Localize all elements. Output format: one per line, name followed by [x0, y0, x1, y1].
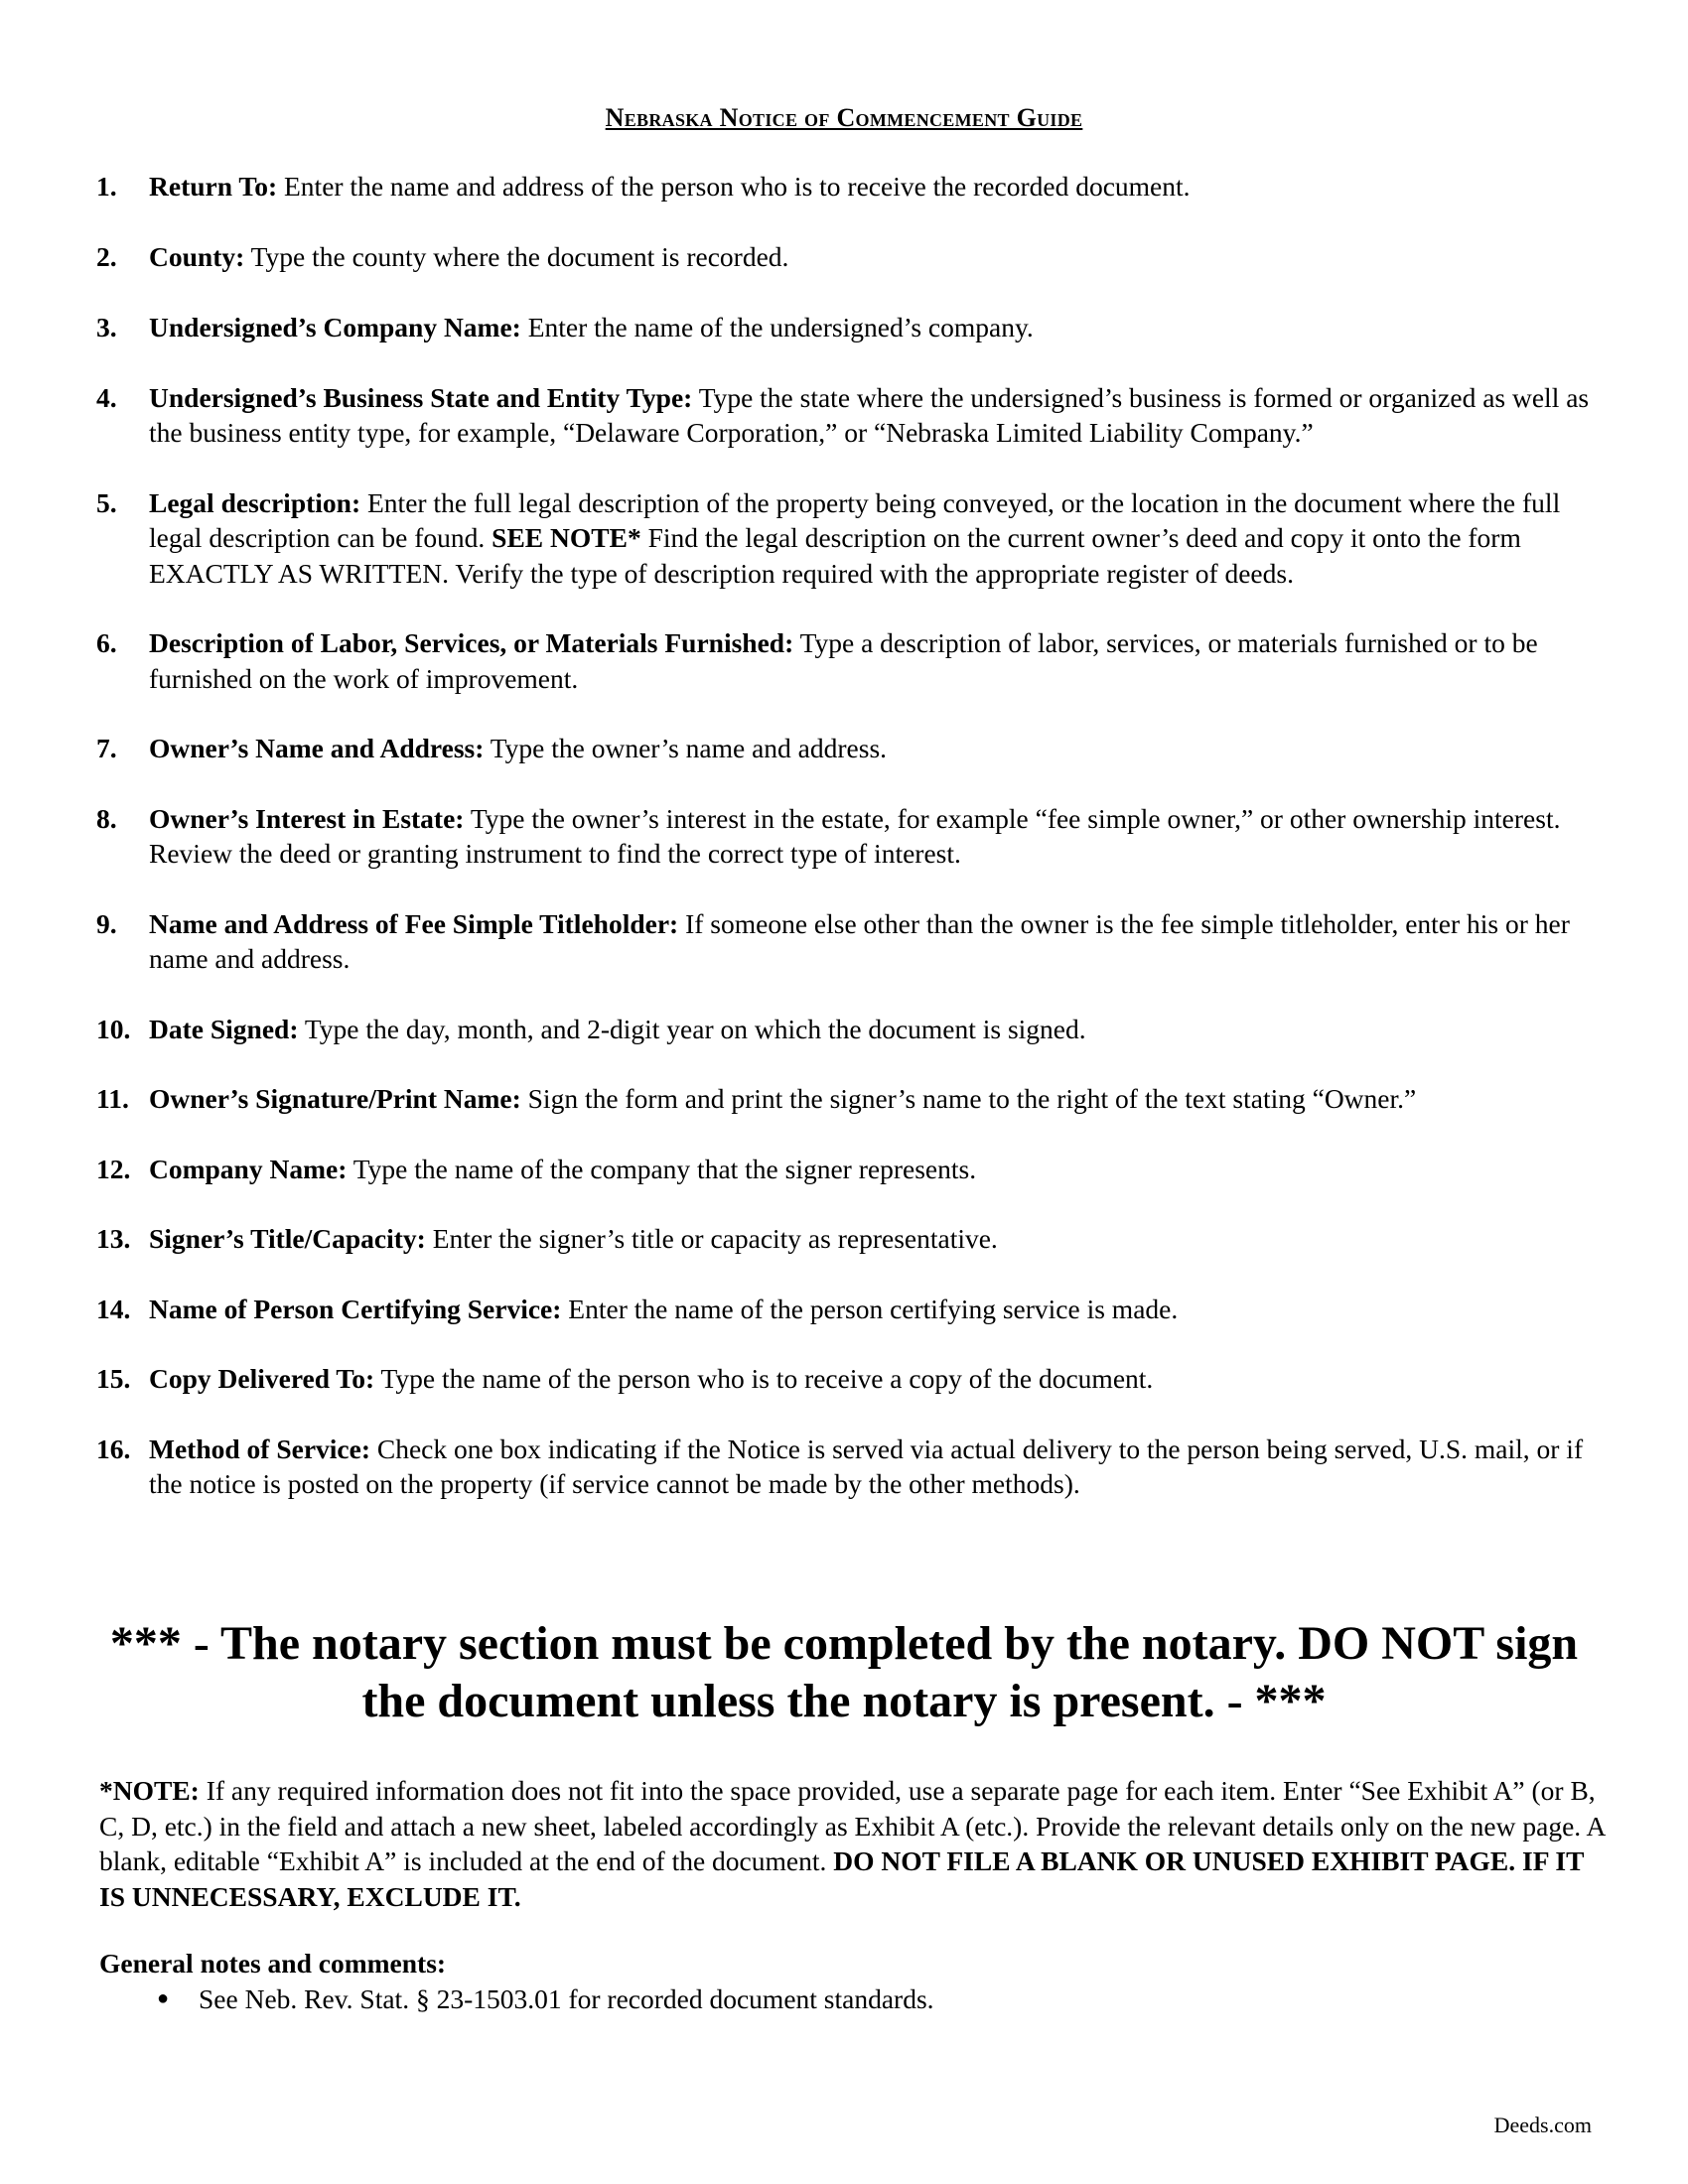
- item-number: 3.: [96, 312, 117, 342]
- item-text: Enter the name of the undersigned’s company.: [527, 312, 1034, 342]
- notary-warning: *** - The notary section must be completed by the notary. DO NOT sign the document unless the notary is present. - ***: [109, 1617, 1579, 1727]
- item-label: Method of Service:: [149, 1433, 370, 1464]
- item-text: Type the name of the person who is to receive a copy of the document.: [380, 1363, 1154, 1394]
- item-number: 13.: [96, 1223, 131, 1254]
- item-number: 5.: [96, 486, 117, 518]
- list-item: [96, 1432, 1606, 1502]
- item-text: Check one box indicating if the Notice is served via actual delivery to the person being served, U.S. mail, or if the notice is posted on the property (if service cannot be made by the other methods).: [149, 1433, 1584, 1499]
- list-item: [96, 1012, 1606, 1047]
- list-item: [96, 625, 1606, 696]
- item-number: 14.: [96, 1293, 131, 1324]
- item-label: Owner’s Name and Address:: [149, 733, 485, 763]
- list-item: [96, 169, 1606, 205]
- exhibit-note: [99, 1773, 1609, 1914]
- item-text: Type the day, month, and 2-digit year on which the document is signed.: [304, 1013, 1086, 1044]
- item-label: Company Name:: [149, 1153, 348, 1184]
- note-warning-text: DO NOT FILE A BLANK OR UNUSED EXHIBIT PAGE. IF IT IS UNNECESSARY, EXCLUDE IT.: [99, 1845, 1584, 1912]
- item-label: Owner’s Signature/Print Name:: [149, 1083, 521, 1114]
- item-number: 7.: [96, 733, 117, 763]
- list-item: [96, 1361, 1606, 1397]
- item-number: 1.: [96, 171, 117, 202]
- list-item: [96, 310, 1606, 345]
- instruction-list: [96, 169, 1606, 1502]
- general-notes-list: [99, 1981, 1589, 2016]
- item-label: Name of Person Certifying Service:: [149, 1293, 562, 1324]
- item-number: 16.: [96, 1433, 131, 1464]
- list-item: [96, 1152, 1606, 1187]
- list-item: [96, 1081, 1606, 1117]
- item-text: Sign the form and print the signer’s name to the right of the text stating “Owner.”: [527, 1083, 1417, 1114]
- item-text: Enter the name and address of the person who is to receive the recorded document.: [284, 171, 1191, 202]
- item-label: Legal description:: [149, 486, 361, 518]
- item-text: Type the state where the undersigned’s business is formed or organized as well as the business entity type, for example, “Delaware Corporation,” or “Nebraska Limited Liability Company.”: [149, 381, 1590, 448]
- bullet-icon: ●: [157, 1987, 170, 2009]
- list-item: [96, 239, 1606, 275]
- item-label: Undersigned’s Company Name:: [149, 312, 521, 342]
- item-number: 8.: [96, 802, 117, 834]
- item-label: Owner’s Interest in Estate:: [149, 802, 465, 834]
- item-text: Type the owner’s name and address.: [490, 733, 888, 763]
- item-label: Description of Labor, Services, or Materials Furnished:: [149, 627, 794, 658]
- item-text: Type the name of the company that the signer represents.: [352, 1153, 977, 1184]
- item-number: 4.: [96, 381, 117, 413]
- item-text: Enter the name of the person certifying service is made.: [568, 1293, 1179, 1324]
- item-number: 2.: [96, 240, 117, 272]
- list-item: [96, 380, 1606, 451]
- see-note-reference: SEE NOTE*: [492, 522, 641, 553]
- item-label: Undersigned’s Business State and Entity Type:: [149, 381, 693, 413]
- item-text: Find the legal description on the current owner’s deed and copy it onto the form EXACTLY AS WRITTEN. Verify the type of description required with the appropriate register of deeds.: [149, 522, 1521, 589]
- item-number: 9.: [96, 907, 117, 939]
- item-text: Enter the full legal description of the property being conveyed, or the location in the document where the full legal description can be found.: [149, 486, 1561, 553]
- item-text: Type the county where the document is recorded.: [250, 240, 789, 272]
- list-item: [96, 801, 1606, 872]
- item-label: County:: [149, 240, 245, 272]
- item-number: 15.: [96, 1363, 131, 1394]
- item-label: Date Signed:: [149, 1013, 299, 1044]
- item-number: 11.: [96, 1083, 129, 1114]
- item-label: Copy Delivered To:: [149, 1363, 375, 1394]
- list-item: [96, 485, 1606, 592]
- note-label: *NOTE:: [99, 1775, 200, 1806]
- item-label: Name and Address of Fee Simple Titleholder:: [149, 907, 679, 939]
- item-text: Enter the signer’s title or capacity as representative.: [432, 1223, 998, 1254]
- item-text: If someone else other than the owner is the fee simple titleholder, enter his or her name and address.: [149, 907, 1570, 974]
- page-title: Nebraska Notice of Commencement Guide: [605, 103, 1083, 132]
- note-text: If any required information does not fit into the space provided, use a separate page for each item. Enter “See Exhibit A” (or B, C, D, etc.) in the field and attach a new sheet, labeled accordingly as Exhibit A (etc.). Provide the relevant details only on the new page. A blank, editable “Exhibit A” is included at the end of the document.: [99, 1775, 1605, 1876]
- list-item: [96, 731, 1606, 766]
- item-number: 6.: [96, 627, 117, 658]
- list-item: [96, 1292, 1606, 1327]
- list-item: [96, 906, 1606, 977]
- bullet-text: See Neb. Rev. Stat. § 23-1503.01 for recorded document standards.: [199, 1983, 934, 2014]
- item-text: Type the owner’s interest in the estate, for example “fee simple owner,” or other ownership interest. Review the deed or granting instrument to find the correct type of interest.: [149, 802, 1561, 869]
- item-number: 12.: [96, 1153, 131, 1184]
- list-item: [99, 1981, 1589, 2016]
- item-number: 10.: [96, 1013, 131, 1044]
- item-label: Signer’s Title/Capacity:: [149, 1223, 426, 1254]
- footer-brand: Deeds.com: [1493, 2113, 1592, 2137]
- item-label: Return To:: [149, 171, 278, 202]
- item-text: Type a description of labor, services, or materials furnished or to be furnished on the work of improvement.: [149, 627, 1538, 694]
- list-item: [96, 1221, 1606, 1257]
- general-notes-heading: General notes and comments:: [99, 1948, 447, 1979]
